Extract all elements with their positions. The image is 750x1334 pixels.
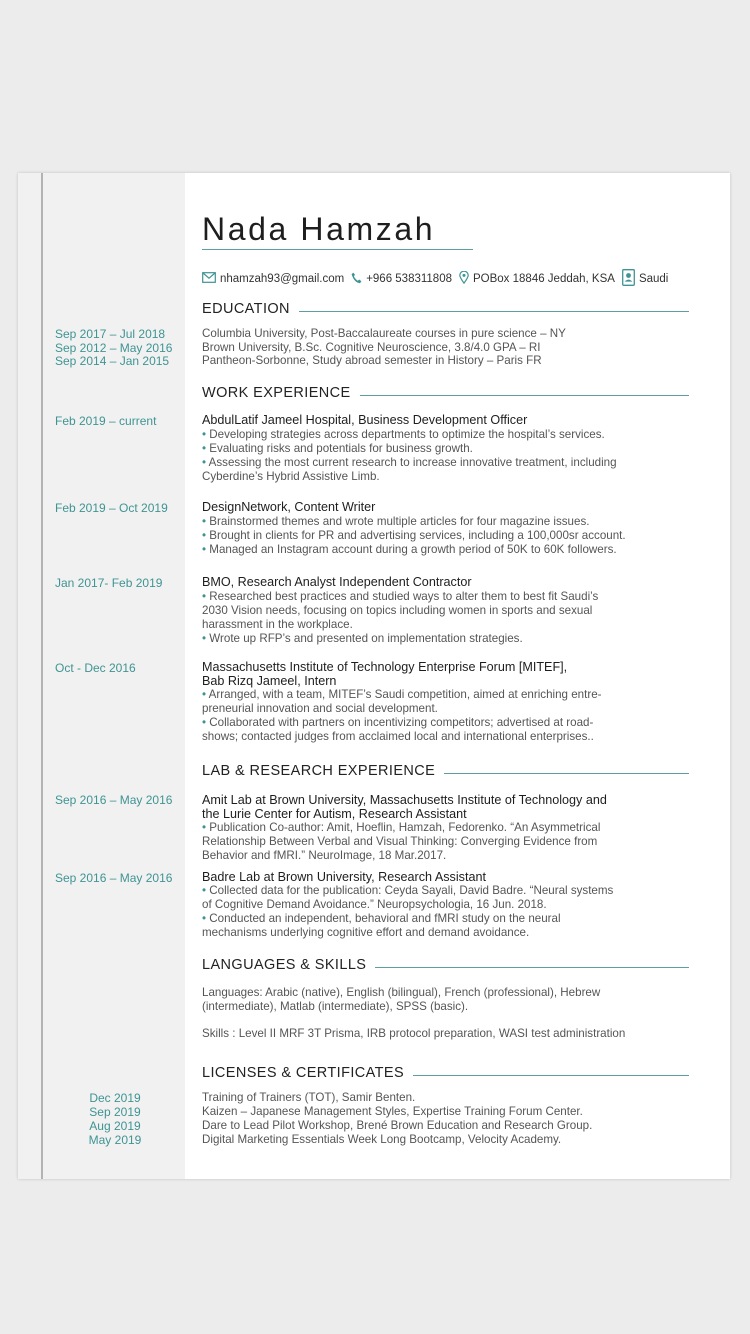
sidebar-rule xyxy=(41,173,43,1179)
job-line: preneurial innovation and social development. xyxy=(202,702,438,715)
section-title: EDUCATION xyxy=(202,301,290,317)
section-skills xyxy=(202,957,689,973)
job-date: Jan 2017- Feb 2019 xyxy=(55,576,163,590)
edu-entry: Pantheon-Sorbonne, Study abroad semester in History – Paris FR xyxy=(202,354,542,367)
lab-line: mechanisms underlying cognitive effort and demand avoidance. xyxy=(202,926,530,939)
section-title: WORK EXPERIENCE xyxy=(202,385,351,401)
section-rule xyxy=(413,1075,689,1076)
job-line: Cyberdine’s Hybrid Assistive Limb. xyxy=(202,470,380,483)
license-entry: Dare to Lead Pilot Workshop, Brené Brown Education and Research Group. xyxy=(202,1119,593,1132)
lab-date: Sep 2016 – May 2016 xyxy=(55,793,173,807)
envelope-icon xyxy=(202,272,216,286)
job-line: shows; contacted judges from acclaimed local and international enterprises.. xyxy=(202,730,594,743)
job-heading: DesignNetwork, Content Writer xyxy=(202,500,376,514)
section-rule xyxy=(299,311,689,312)
job-heading: Bab Rizq Jameel, Intern xyxy=(202,674,337,688)
license-date: Dec 2019 xyxy=(89,1091,141,1105)
job-date: Feb 2019 – Oct 2019 xyxy=(55,501,168,515)
job-line: • Wrote up RFP’s and presented on implementation strategies. xyxy=(202,632,523,645)
lab-heading: Amit Lab at Brown University, Massachusetts Institute of Technology and xyxy=(202,793,607,807)
edu-date: Sep 2012 – May 2016 xyxy=(55,341,173,355)
languages-line: Languages: Arabic (native), English (bilingual), French (professional), Hebrew xyxy=(202,986,601,999)
job-date: Oct - Dec 2016 xyxy=(55,661,136,675)
bullet-marker: • xyxy=(202,716,207,729)
lab-line: of Cognitive Demand Avoidance.” Neuropsychologia, 16 Jun. 2018. xyxy=(202,898,547,911)
name-underline xyxy=(202,249,473,250)
section-lab xyxy=(202,763,689,779)
bullet-marker: • xyxy=(202,884,207,897)
skills-line: Skills : Level II MRF 3T Prisma, IRB protocol preparation, WASI test administration xyxy=(202,1027,626,1040)
bullet-marker: • xyxy=(202,456,207,469)
lab-line: Behavior and fMRI.” NeuroImage, 18 Mar.2017. xyxy=(202,849,447,862)
edu-entry: Brown University, B.Sc. Cognitive Neuroscience, 3.8/4.0 GPA – RI xyxy=(202,341,541,354)
bullet-marker: • xyxy=(202,688,207,701)
bullet-marker: • xyxy=(202,590,207,603)
license-date: Sep 2019 xyxy=(89,1105,141,1119)
edu-date: Sep 2017 – Jul 2018 xyxy=(55,327,166,341)
bullet-marker: • xyxy=(202,632,207,645)
bullet-marker: • xyxy=(202,912,207,925)
job-heading: AbdulLatif Jameel Hospital, Business Development Officer xyxy=(202,413,528,427)
section-education xyxy=(202,301,689,317)
job-line: • Researched best practices and studied ways to alter them to best fit Saudi’s xyxy=(202,590,599,603)
id-badge-icon xyxy=(622,269,635,289)
lab-date: Sep 2016 – May 2016 xyxy=(55,871,173,885)
bullet-marker: • xyxy=(202,821,207,834)
job-line: • Arranged, with a team, MITEF’s Saudi competition, aimed at enriching entre- xyxy=(202,688,602,701)
contact-bar xyxy=(202,269,675,289)
section-work xyxy=(202,385,689,401)
job-line: • Developing strategies across departments to optimize the hospital’s services. xyxy=(202,428,605,441)
license-entry: Kaizen – Japanese Management Styles, Expertise Training Forum Center. xyxy=(202,1105,583,1118)
edu-date: Sep 2014 – Jan 2015 xyxy=(55,354,170,368)
job-line: • Collaborated with partners on incentivizing competitors; advertised at road- xyxy=(202,716,594,729)
section-rule xyxy=(360,395,689,396)
job-line: • Evaluating risks and potentials for business growth. xyxy=(202,442,473,455)
lab-heading: Badre Lab at Brown University, Research Assistant xyxy=(202,870,486,884)
nationality-text: Saudi xyxy=(638,273,669,285)
job-line: 2030 Vision needs, focusing on topics including women in sports and sexual xyxy=(202,604,593,617)
lab-line: Relationship Between Verbal and Visual Thinking: Converging Evidence from xyxy=(202,835,598,848)
job-heading: BMO, Research Analyst Independent Contractor xyxy=(202,575,472,589)
address-text: POBox 18846 Jeddah, KSA xyxy=(473,273,615,285)
job-line: • Brought in clients for PR and advertising services, including a 100,000sr account. xyxy=(202,529,626,542)
location-pin-icon xyxy=(459,271,469,287)
date-sidebar xyxy=(18,173,185,1179)
resume-page xyxy=(18,173,730,1179)
email-text[interactable]: nhamzah93@gmail.com xyxy=(220,273,345,285)
license-entry: Training of Trainers (TOT), Samir Benten. xyxy=(202,1091,416,1104)
section-rule xyxy=(375,967,689,968)
job-line: • Managed an Instagram account during a growth period of 50K to 60K followers. xyxy=(202,543,617,556)
bullet-marker: • xyxy=(202,529,207,542)
lab-line: • Conducted an independent, behavioral and fMRI study on the neural xyxy=(202,912,561,925)
bullet-marker: • xyxy=(202,543,207,556)
job-line: harassment in the workplace. xyxy=(202,618,353,631)
lab-heading: the Lurie Center for Autism, Research Assistant xyxy=(202,807,467,821)
languages-line: (intermediate), Matlab (intermediate), SPSS (basic). xyxy=(202,1000,469,1013)
bullet-marker: • xyxy=(202,442,207,455)
section-rule xyxy=(444,773,689,774)
phone-icon xyxy=(351,272,362,287)
bullet-marker: • xyxy=(202,428,207,441)
job-line: • Assessing the most current research to increase innovative treatment, including xyxy=(202,456,617,469)
section-title: LANGUAGES & SKILLS xyxy=(202,957,367,973)
job-line: • Brainstormed themes and wrote multiple articles for four magazine issues. xyxy=(202,515,590,528)
lab-line: • Publication Co-author: Amit, Hoeflin, Hamzah, Fedorenko. “An Asymmetrical xyxy=(202,821,601,834)
lab-line: • Collected data for the publication: Ceyda Sayali, David Badre. “Neural systems xyxy=(202,884,614,897)
section-title: LICENSES & CERTIFICATES xyxy=(202,1065,405,1081)
edu-entry: Columbia University, Post-Baccalaureate courses in pure science – NY xyxy=(202,327,566,340)
section-licenses xyxy=(202,1065,689,1081)
section-title: LAB & RESEARCH EXPERIENCE xyxy=(202,763,436,779)
license-entry: Digital Marketing Essentials Week Long Bootcamp, Velocity Academy. xyxy=(202,1133,562,1146)
job-heading: Massachusetts Institute of Technology Enterprise Forum [MITEF], xyxy=(202,660,568,674)
license-date: May 2019 xyxy=(88,1133,142,1147)
job-date: Feb 2019 – current xyxy=(55,414,157,428)
bullet-marker: • xyxy=(202,515,207,528)
phone-text[interactable]: +966 538311808 xyxy=(366,273,452,285)
license-date: Aug 2019 xyxy=(89,1119,141,1133)
candidate-name: Nada Hamzah xyxy=(202,211,436,247)
